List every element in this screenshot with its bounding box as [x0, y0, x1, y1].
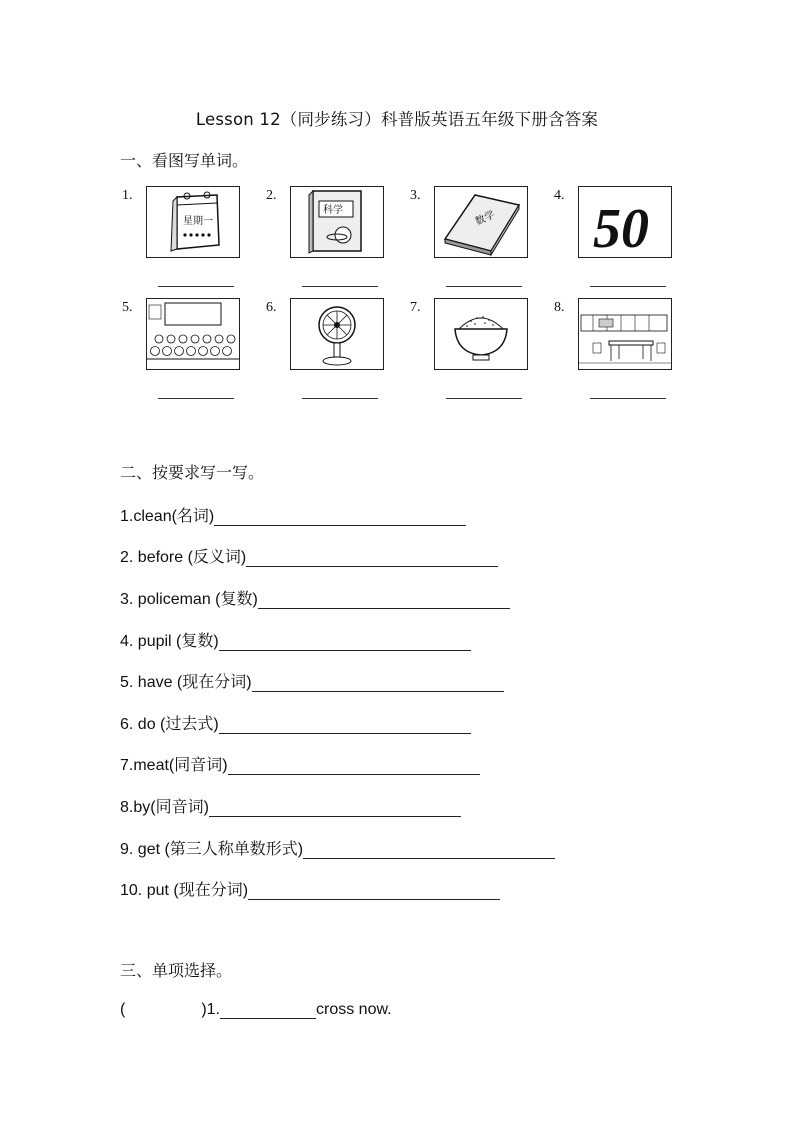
answer-line[interactable] [590, 398, 666, 399]
picture-item-8 [554, 298, 694, 408]
picture-grid [122, 186, 682, 416]
answer-line[interactable] [158, 398, 234, 399]
picture-item-4 [554, 186, 694, 296]
svg-text:数学: 数学 [473, 209, 497, 228]
answer-line[interactable] [590, 286, 666, 287]
open-paren: ( [120, 1001, 126, 1018]
kitchen-icon [578, 298, 672, 370]
science-book-icon [290, 186, 384, 258]
picture-item-1 [122, 186, 262, 296]
question-7 [120, 752, 480, 775]
question-number: )1. [201, 1001, 220, 1018]
answer-line[interactable] [228, 756, 480, 775]
item-number: 7. [410, 300, 421, 315]
question-text: 10. put (现在分词) [120, 882, 249, 899]
question-2 [120, 544, 498, 567]
page-title: Lesson 12（同步练习）科普版英语五年级下册含答案 [195, 110, 599, 129]
question-text: 5. have (现在分词) [120, 674, 252, 691]
question-text: 7.meat(同音词) [120, 757, 228, 774]
section-heading-picture-words: 一、看图写单词。 [120, 151, 249, 170]
picture-item-7 [410, 298, 550, 408]
question-text: 8.by(同音词) [120, 799, 209, 816]
question-text: 9. get (第三人称单数形式) [120, 841, 304, 858]
section-heading-choice: 三、单项选择。 [120, 961, 233, 980]
question-text: 3. policeman (复数) [120, 591, 258, 608]
choice-question-1 [120, 1000, 392, 1019]
question-6 [120, 711, 471, 734]
answer-line[interactable] [248, 881, 500, 900]
item-number: 6. [266, 300, 277, 315]
answer-line[interactable] [252, 673, 504, 692]
answer-line[interactable] [302, 286, 378, 287]
calendar-icon [146, 186, 240, 258]
answer-line[interactable] [219, 632, 471, 651]
answer-line[interactable] [209, 798, 461, 817]
answer-line[interactable] [258, 590, 510, 609]
question-1 [120, 503, 466, 526]
question-4 [120, 628, 471, 651]
answer-line[interactable] [158, 286, 234, 287]
answer-line[interactable] [302, 398, 378, 399]
item-number: 5. [122, 300, 133, 315]
item-number: 1. [122, 188, 133, 203]
question-text: 2. before (反义词) [120, 549, 247, 566]
section-heading-write: 二、按要求写一写。 [120, 463, 265, 482]
answer-line[interactable] [220, 1000, 316, 1019]
answer-line[interactable] [246, 548, 498, 567]
answer-line[interactable] [214, 507, 466, 526]
question-10 [120, 877, 500, 900]
item-number: 2. [266, 188, 277, 203]
question-text: 1.clean(名词) [120, 508, 215, 525]
answer-line[interactable] [219, 715, 471, 734]
picture-item-2 [266, 186, 406, 296]
question-3 [120, 586, 510, 609]
question-text: 6. do (过去式) [120, 716, 219, 733]
answer-line[interactable] [446, 398, 522, 399]
rice-bowl-icon [434, 298, 528, 370]
answer-line[interactable] [303, 840, 555, 859]
answer-line[interactable] [446, 286, 522, 287]
question-5 [120, 669, 504, 692]
picture-item-6 [266, 298, 406, 408]
svg-text:星期一: 星期一 [183, 216, 213, 227]
item-number: 4. [554, 188, 565, 203]
item-number: 8. [554, 300, 565, 315]
item-number: 3. [410, 188, 421, 203]
math-book-icon [434, 186, 528, 258]
classroom-icon [146, 298, 240, 370]
picture-item-3 [410, 186, 550, 296]
question-text: 4. pupil (复数) [120, 633, 219, 650]
question-text: cross now. [316, 1001, 392, 1018]
svg-text:科学: 科学 [323, 205, 343, 216]
question-9 [120, 836, 555, 859]
number-fifty-icon [578, 186, 672, 258]
question-8 [120, 794, 461, 817]
picture-item-5 [122, 298, 262, 408]
fan-icon [290, 298, 384, 370]
svg-text:50: 50 [593, 198, 649, 257]
